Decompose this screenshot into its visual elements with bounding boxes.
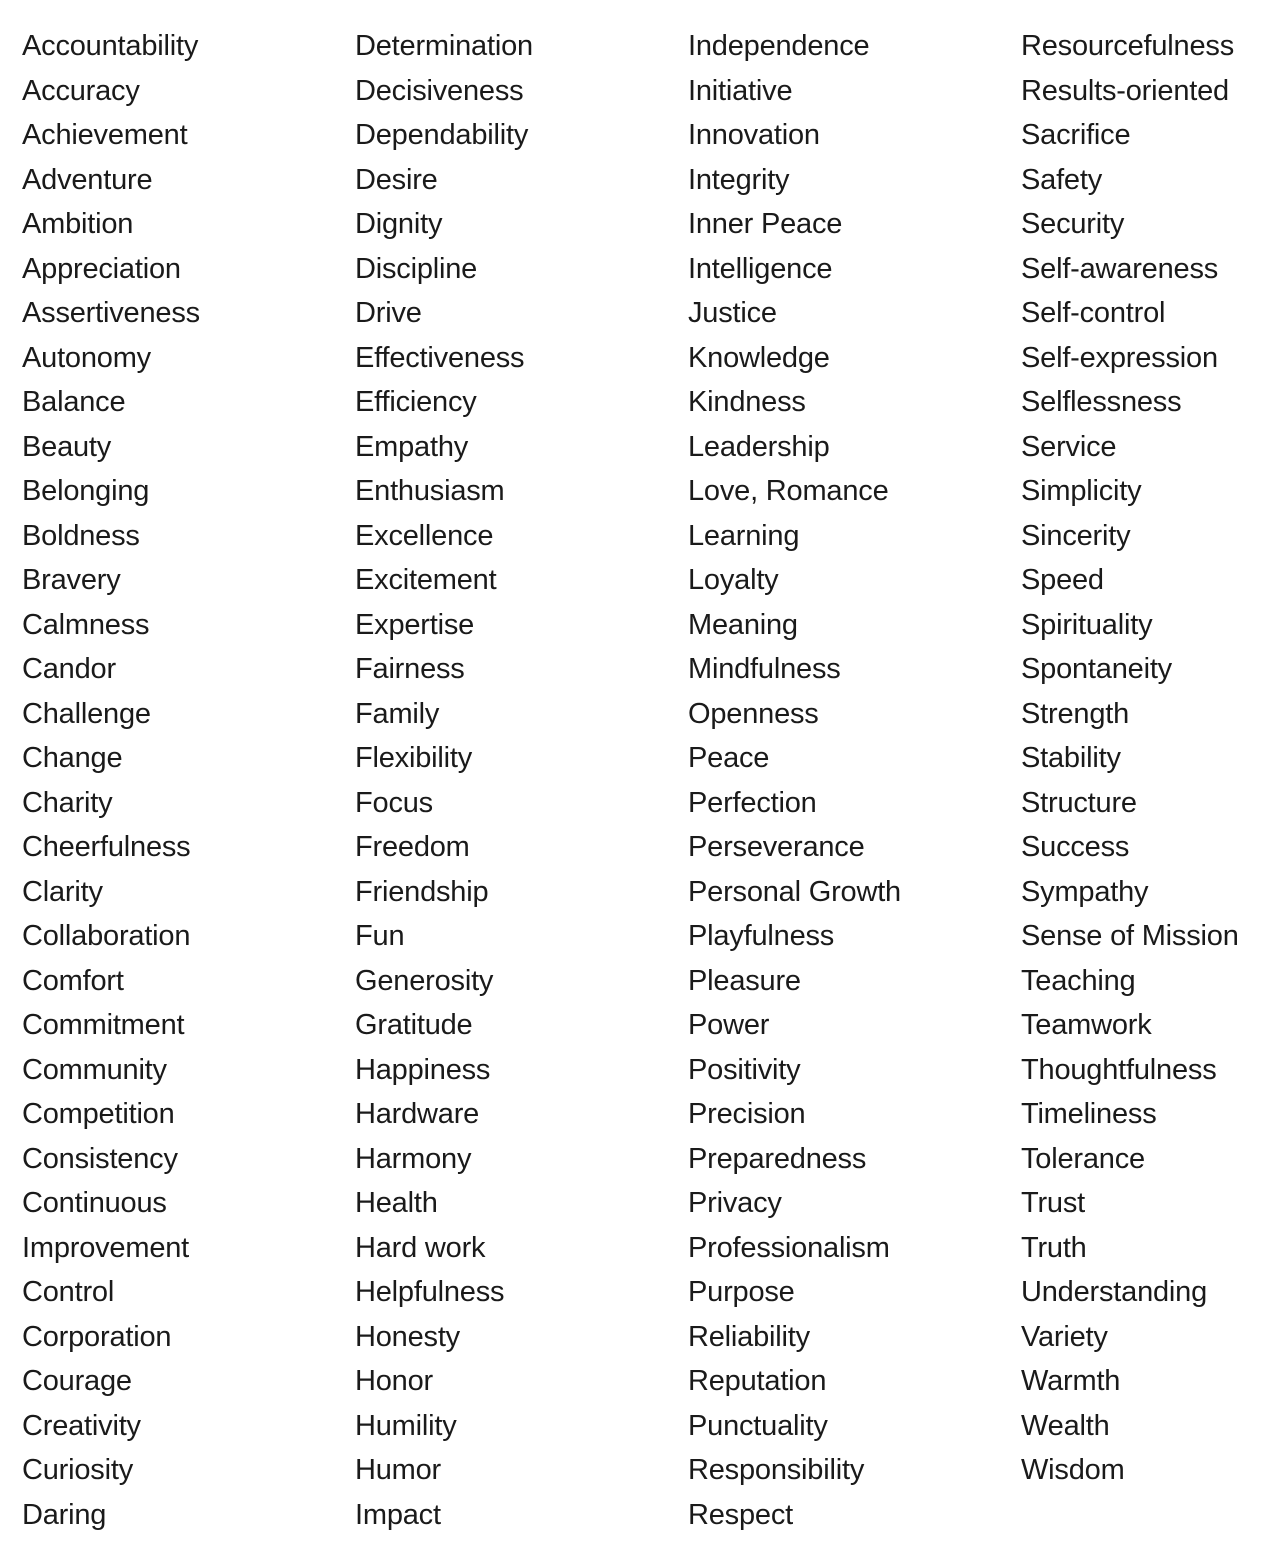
value-word: Fairness [355,653,465,685]
value-word: Challenge [22,697,151,730]
value-word: Appreciation [22,252,181,285]
value-word: Self-control [1021,297,1166,329]
value-word: Responsibility [688,1454,865,1486]
value-word: Purpose [688,1276,795,1308]
value-word: Speed [1021,564,1104,596]
value-word: Knowledge [688,341,830,374]
value-word: Teamwork [1021,1009,1152,1041]
value-word: Perfection [688,786,817,819]
value-word: Helpfulness [355,1276,505,1308]
value-word: Excellence [355,519,494,552]
value-word: Efficiency [355,386,477,418]
value-word: Continuous [22,1187,167,1219]
value-word: Honesty [355,1320,460,1353]
value-word: Wisdom [1021,1454,1125,1486]
value-word: Mindfulness [688,653,841,685]
value-word: Reputation [688,1365,827,1397]
value-word: Innovation [688,119,820,151]
value-word: Adventure [22,163,153,196]
values-column-4 [1021,26,1239,1495]
value-word: Thoughtfulness [1021,1053,1217,1086]
value-word: Playfulness [688,920,835,952]
value-word: Accuracy [22,74,140,107]
value-word: Wealth [1021,1409,1110,1442]
value-word: Harmony [355,1142,472,1175]
value-word: Intelligence [688,252,833,285]
value-word: Preparedness [688,1142,867,1175]
value-word: Self-expression [1021,341,1218,374]
value-word: Gratitude [355,1009,473,1041]
value-word: Expertise [355,608,475,641]
value-word: Personal Growth [688,875,901,908]
value-word: Change [22,742,123,774]
value-word: Effectiveness [355,341,525,374]
value-word: Simplicity [1021,475,1142,507]
value-word: Resourcefulness [1021,30,1234,62]
value-word: Drive [355,297,422,329]
value-word: Security [1021,208,1125,240]
value-word: Family [355,697,440,730]
value-word: Stability [1021,742,1121,774]
value-word: Leadership [688,430,830,463]
value-word: Impact [355,1498,441,1531]
value-word: Dependability [355,119,529,151]
value-word: Creativity [22,1409,141,1442]
value-word: Success [1021,831,1130,863]
value-word: Corporation [22,1320,172,1353]
value-word: Sacrifice [1021,119,1131,151]
value-word: Clarity [22,875,103,908]
value-word: Reliability [688,1320,810,1353]
values-column-1 [22,26,200,1539]
value-word: Punctuality [688,1409,828,1442]
value-word: Decisiveness [355,74,524,107]
value-word: Justice [688,297,777,329]
value-word: Sense of Mission [1021,920,1239,952]
value-word: Initiative [688,74,793,107]
value-word: Spirituality [1021,608,1153,641]
value-word: Hard work [355,1231,486,1264]
value-word: Daring [22,1498,107,1531]
value-word: Love, Romance [688,475,889,507]
value-word: Kindness [688,386,806,418]
value-word: Focus [355,786,433,819]
value-word: Humility [355,1409,457,1442]
value-word: Improvement [22,1231,190,1264]
value-word: Humor [355,1454,442,1486]
value-word: Pleasure [688,964,801,997]
value-word: Inner Peace [688,208,843,240]
value-word: Teaching [1021,964,1136,997]
value-word: Safety [1021,163,1103,196]
value-word: Charity [22,786,113,819]
value-word: Structure [1021,786,1137,819]
value-word: Tolerance [1021,1142,1145,1175]
value-word: Loyalty [688,564,779,596]
value-word: Beauty [22,430,112,463]
value-word: Determination [355,30,533,62]
value-word: Privacy [688,1187,782,1219]
value-word: Honor [355,1365,433,1397]
value-word: Respect [688,1498,793,1531]
value-word: Excitement [355,564,497,596]
value-word: Candor [22,653,116,685]
value-word: Courage [22,1365,132,1397]
value-word: Autonomy [22,341,151,374]
values-column-2 [355,26,533,1539]
value-word: Curiosity [22,1454,133,1486]
value-word: Bravery [22,564,121,596]
value-word: Control [22,1276,115,1308]
value-word: Health [355,1187,438,1219]
value-word: Desire [355,163,438,196]
value-word: Discipline [355,252,478,285]
value-word: Positivity [688,1053,801,1086]
value-word: Empathy [355,430,469,463]
value-word: Collaboration [22,920,191,952]
value-word: Power [688,1009,770,1041]
value-word: Meaning [688,608,798,641]
value-word: Spontaneity [1021,653,1172,685]
value-word: Independence [688,30,870,62]
value-word: Results-oriented [1021,74,1229,107]
value-word: Sincerity [1021,519,1131,552]
value-word: Service [1021,430,1117,463]
value-word: Self-awareness [1021,252,1219,285]
value-word: Peace [688,742,770,774]
value-word: Competition [22,1098,175,1130]
value-word: Freedom [355,831,470,863]
value-word: Comfort [22,964,124,997]
value-word: Fun [355,920,405,952]
value-word: Dignity [355,208,443,240]
value-word: Consistency [22,1142,178,1175]
value-word: Generosity [355,964,494,997]
value-word: Boldness [22,519,140,552]
value-word: Strength [1021,697,1130,730]
value-word: Flexibility [355,742,473,774]
value-word: Enthusiasm [355,475,505,507]
value-word: Calmness [22,608,150,641]
value-word: Precision [688,1098,806,1130]
value-word: Ambition [22,208,134,240]
value-word: Commitment [22,1009,185,1041]
value-word: Community [22,1053,167,1086]
value-word: Accountability [22,30,199,62]
value-word: Sympathy [1021,875,1149,908]
value-word: Selflessness [1021,386,1182,418]
value-word: Achievement [22,119,188,151]
value-word: Learning [688,519,800,552]
value-word: Understanding [1021,1276,1208,1308]
value-word: Truth [1021,1231,1087,1264]
values-column-3 [688,26,901,1539]
value-word: Balance [22,386,126,418]
value-word: Professionalism [688,1231,890,1264]
value-word: Assertiveness [22,297,200,329]
value-word: Timeliness [1021,1098,1157,1130]
value-word: Openness [688,697,819,730]
value-word: Integrity [688,163,790,196]
value-word: Cheerfulness [22,831,191,863]
value-word: Hardware [355,1098,480,1130]
value-word: Warmth [1021,1365,1121,1397]
value-word: Perseverance [688,831,865,863]
value-word: Friendship [355,875,489,908]
value-word: Variety [1021,1320,1108,1353]
value-word: Happiness [355,1053,491,1086]
value-word: Trust [1021,1187,1085,1219]
value-word: Belonging [22,475,150,507]
